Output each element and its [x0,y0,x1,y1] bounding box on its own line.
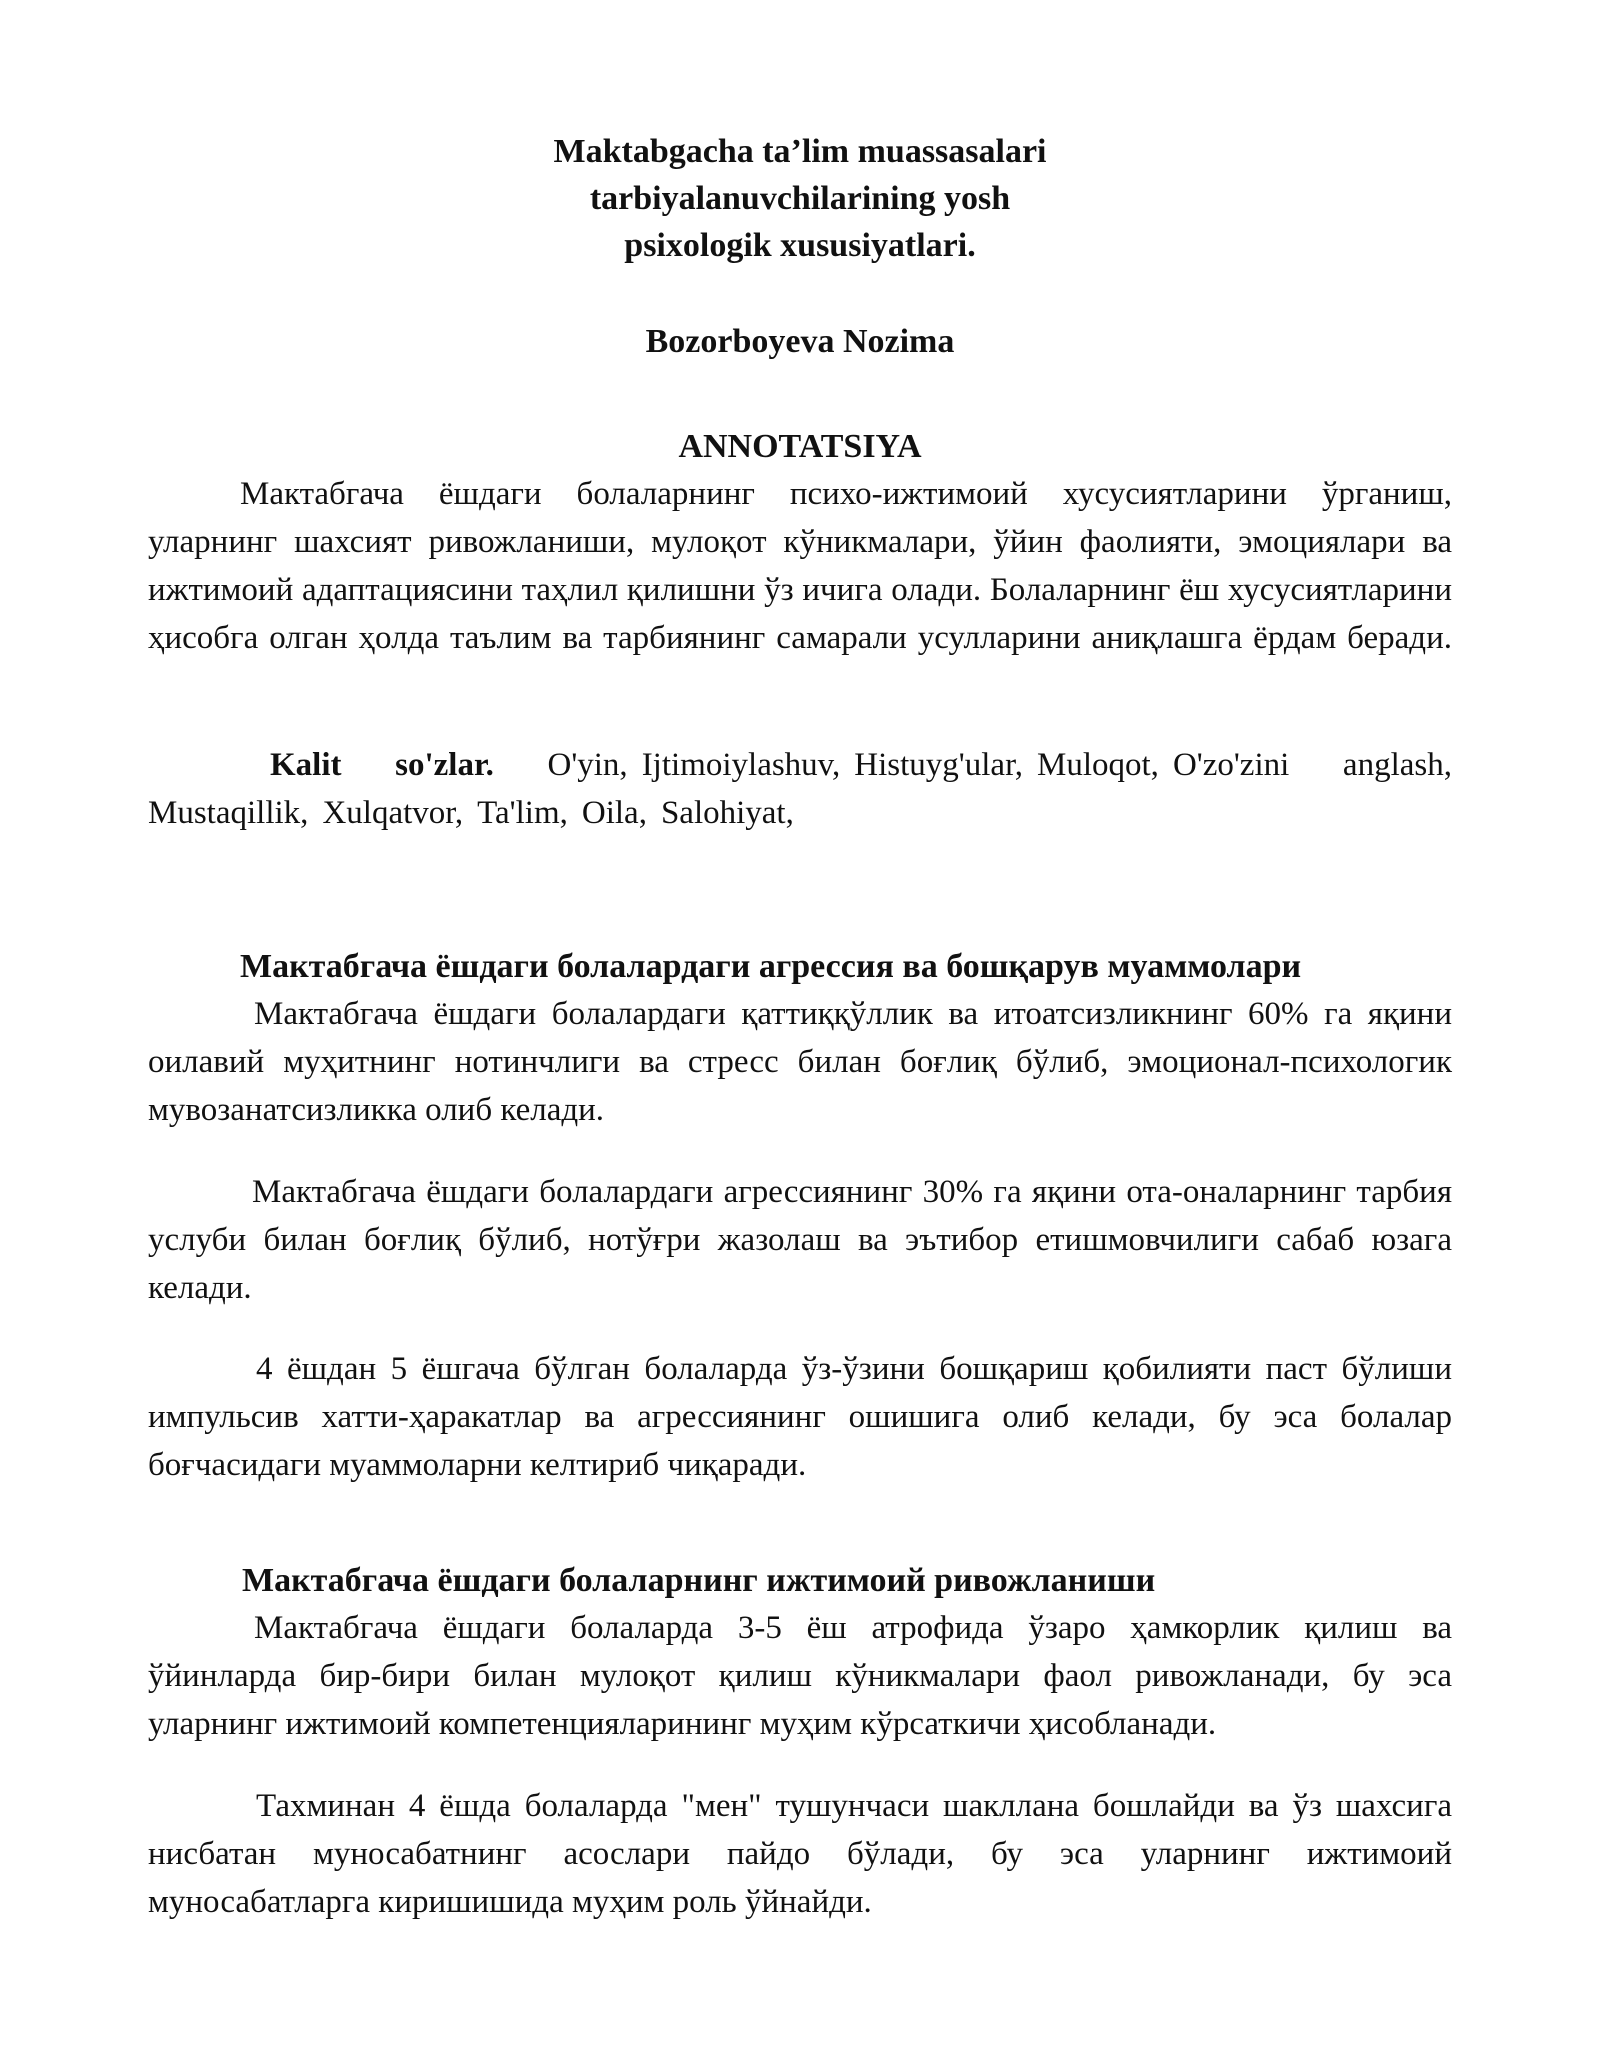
section-2-paragraph-1: Мактабгача ёшдаги болаларда 3-5 ёш атрофида ўзаро ҳамкорлик қилиш ва ўйинларда бир-бири билан мулоқот қилиш кўникмалари фаол ривожланади, бу эса уларнинг ижтимоий компетенцияларининг муҳим кўрсаткичи ҳисобланади. [148,1610,1452,1742]
keyword: Oila, [581,795,647,831]
keywords-paragraph [148,741,1452,837]
title-line-3: psixologik xususiyatlari. [624,227,976,264]
section-1-paragraph-1: Мактабгача ёшдаги болалардаги қаттиққўллик ва итоатсизликнинг 60% га яқини оилавий муҳитнинг нотинчлиги ва стресс билан боғлиқ бўлиб, эмоционал-психологик мувозанатсизликка олиб келади. [148,996,1452,1128]
section-1-paragraph-3: 4 ёшдан 5 ёшгача бўлган болаларда ўз-ўзини бошқариш қобилияти паст бўлиши импульсив хатти-ҳаракатлар ва агрессиянинг ошишига олиб келади, бу эса болалар боғчасидаги муаммоларни келтириб чиқаради. [148,1351,1452,1483]
keyword: Salohiyat, [660,795,794,831]
section-2-heading: Мактабгача ёшдаги болаларнинг ижтимоий ривожланиши [242,1562,1156,1599]
author-name: Bozorboyeva Nozima [645,323,955,360]
title-line-1: Maktabgacha ta’lim muassasalari [553,133,1047,170]
keywords-label: Kalit so'zlar. [270,747,494,783]
keyword: Ta'lim, [477,795,568,831]
keyword: Ijtimoiylashuv, [641,747,841,783]
section-1-heading: Мактабгача ёшдаги болалардаги агрессия ва бошқарув муаммолари [240,948,1302,985]
keyword: O'yin, [547,747,628,783]
annotation-heading: ANNOTATSIYA [678,428,922,465]
keyword: Histuyg'ular, [854,747,1023,783]
keyword: Mustaqillik, [148,795,309,831]
section-2-paragraph-2: Тахминан 4 ёшда болаларда "мен" тушунчаси шакллана бошлайди ва ўз шахсига нисбатан муносабатнинг асослари пайдо бўлади, бу эса уларнинг ижтимоий муносабатларга киришишида муҳим роль ўйнайди. [148,1788,1452,1920]
keyword: Xulqatvor, [322,795,464,831]
annotation-paragraph: Мактабгача ёшдаги болаларнинг психо-ижтимоий хусусиятларини ўрганиш, уларнинг шахсият ривожланиши, мулоқот кўникмалари, ўйин фаолияти, эмоциялари ва ижтимоий адаптациясини таҳлил қилишни ўз ичига олади. Болаларнинг ёш хусусиятларини ҳисобга олган ҳолда таълим ва тарбиянинг самарали усулларини аниқлашга ёрдам беради. [148,476,1452,656]
document-title [0,128,1600,269]
keyword: O'zo'zini anglash, [1172,747,1452,783]
title-line-2: tarbiyalanuvchilarining yosh [589,180,1011,217]
section-1-paragraph-2: Мактабгача ёшдаги болалардаги агрессиянинг 30% га яқини ота-оналарнинг тарбия услуби билан боғлиқ бўлиб, нотўғри жазолаш ва эътибор етишмовчилиги сабаб юзага келади. [148,1174,1452,1306]
keyword: Muloqot, [1037,747,1159,783]
